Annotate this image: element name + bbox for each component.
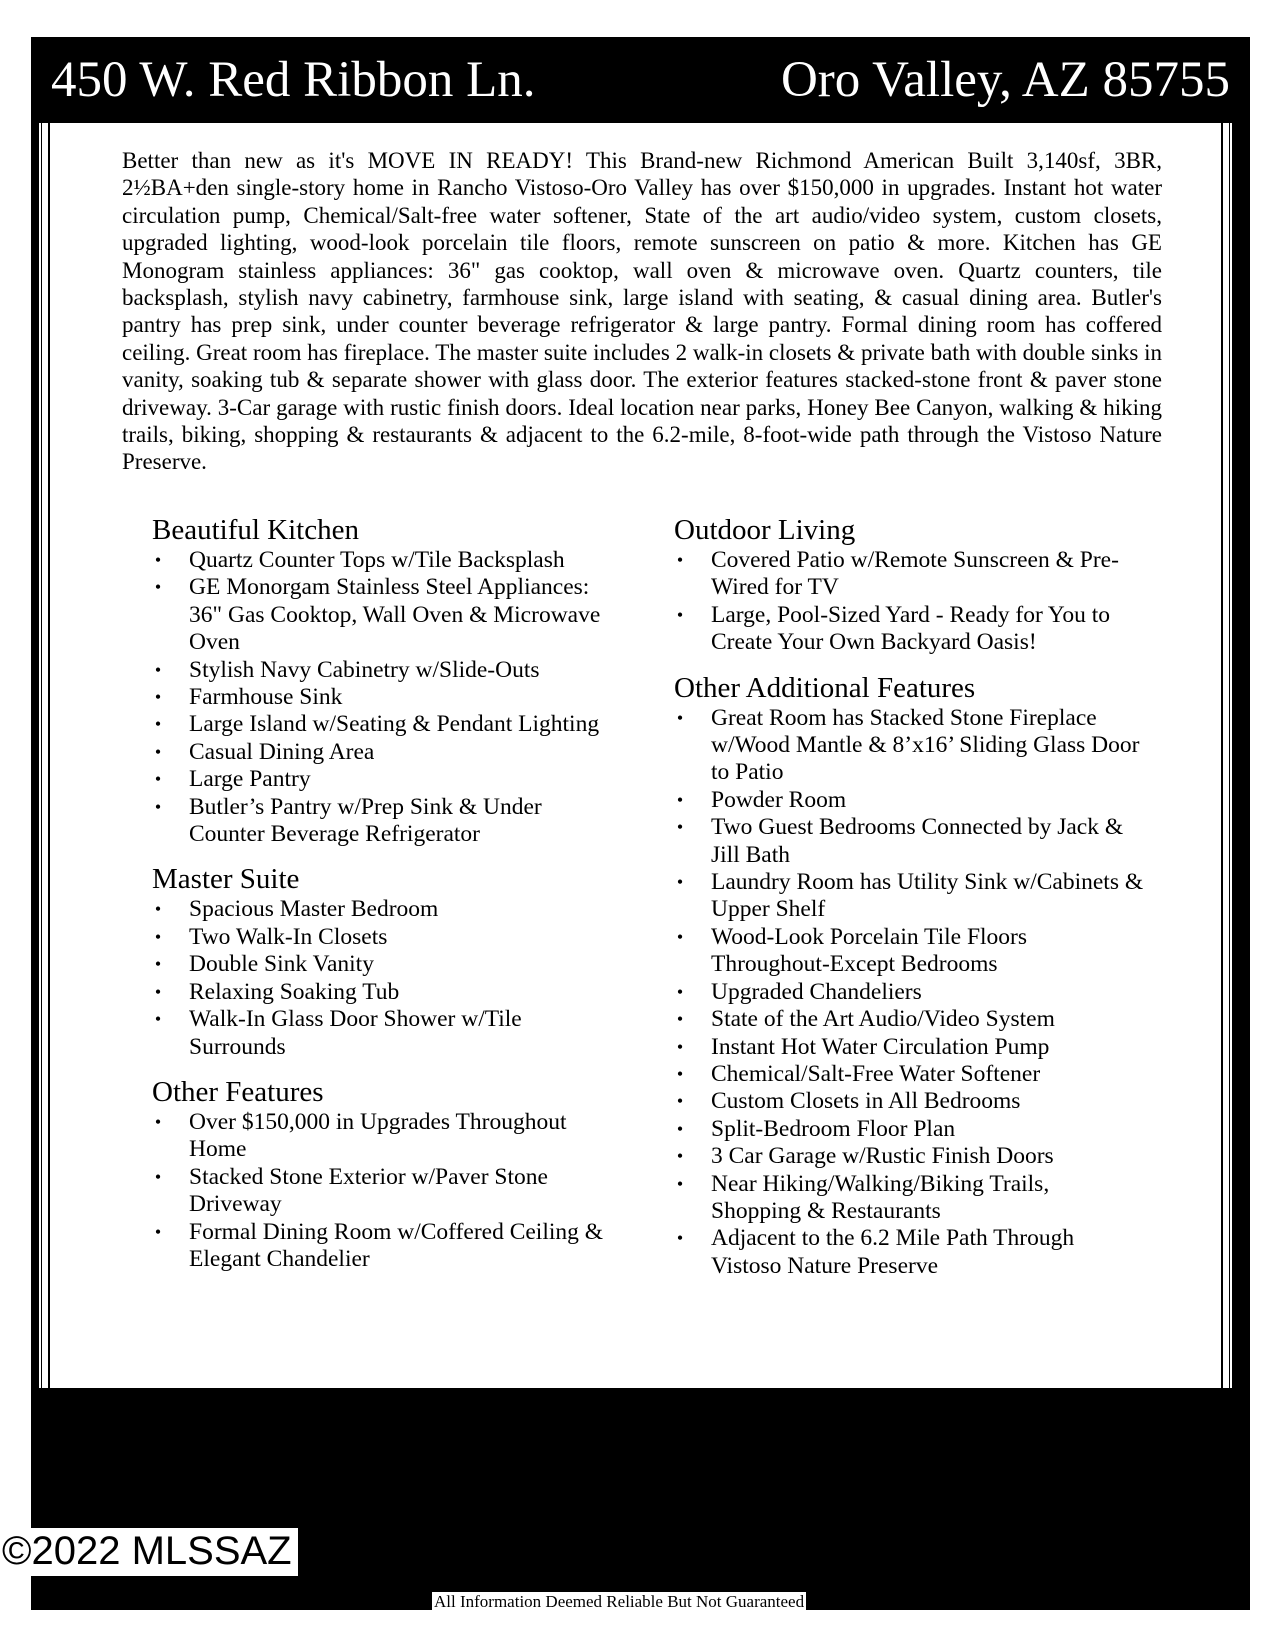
list-item-text: State of the Art Audio/Video System (711, 1006, 1055, 1033)
list-item-text: Adjacent to the 6.2 Mile Path Through Vistoso Nature Preserve (711, 1225, 1075, 1279)
section-title: Master Suite (152, 863, 300, 896)
list-item-text: Wood-Look Porcelain Tile Floors Throughout-Except Bedrooms (711, 923, 1028, 978)
list-item-text: Stacked Stone Exterior w/Paver Stone Driveway (189, 1163, 548, 1218)
list-item-text: Custom Closets in All Bedrooms (711, 1088, 1021, 1115)
list-item (674, 1225, 1144, 1280)
list-item (674, 1006, 1144, 1033)
list-item (152, 1109, 622, 1164)
property-city-state-zip: Oro Valley, AZ 85755 (780, 51, 1230, 108)
left-border-rule (48, 123, 50, 1388)
list-item-text: Casual Dining Area (189, 738, 375, 765)
list-item-text: Relaxing Soaking Tub (189, 978, 400, 1005)
bullet-icon: • (154, 1111, 162, 1132)
section-title: Outdoor Living (674, 514, 856, 546)
bullet-icon: • (154, 926, 162, 947)
bullet-icon: • (154, 577, 162, 598)
content-panel (38, 123, 1233, 1388)
feature-list (674, 547, 1144, 657)
bullet-icon: • (676, 1036, 684, 1057)
bullet-icon: • (154, 769, 162, 790)
right-feature-column (674, 513, 1144, 1294)
bullet-icon: • (676, 981, 684, 1002)
list-item-text: Farmhouse Sink (189, 684, 343, 711)
list-item (152, 711, 622, 738)
list-item-text: Stylish Navy Cabinetry w/Slide-Outs (189, 656, 540, 683)
feature-section (152, 1075, 622, 1273)
bullet-icon: • (676, 817, 684, 838)
bullet-icon: • (154, 714, 162, 735)
list-item (152, 657, 622, 684)
list-item-text: Upgraded Chandeliers (711, 978, 922, 1005)
bullet-icon: • (154, 1166, 162, 1187)
feature-section (674, 671, 1144, 1281)
bullet-icon: • (154, 954, 162, 975)
list-item (152, 1219, 622, 1274)
property-address: 450 W. Red Ribbon Ln. (51, 51, 536, 108)
list-item-text: Spacious Master Bedroom (189, 896, 439, 923)
property-description: Better than new as it's MOVE IN READY! This Brand-new Richmond American Built 3,140sf, 3BR, 2½BA+den single-story home in Rancho Vistoso-Oro Valley has over $150,000 in upgrades. Instant hot water circulation pump, Chemical/Salt-free water softener, State of the art audio/video system, custom closets, upgraded lighting, wood-look porcelain tile floors, remote sunscreen on patio & more. Kitchen has GE Monogram stainless appliances: 36" gas cooktop, wall oven & microwave oven. Quartz counters, tile backsplash, stylish navy cabinetry, farmhouse sink, large island with seating, & casual dining area. Butler's pantry has prep sink, under counter beverage refrigerator & large pantry. Formal dining room has coffered ceiling. Great room has fireplace. The master suite includes 2 walk-in closets & private bath with double sinks in vanity, soaking tub & separate shower with glass door. The exterior features stacked-stone front & paver stone driveway. 3-Car garage with rustic finish doors. Ideal location near parks, Honey Bee Canyon, walking & hiking trails, biking, shopping & restaurants & adjacent to the 6.2-mile, 8-foot-wide path through the Vistoso Nature Preserve. (122, 148, 1162, 475)
bullet-icon: • (154, 1009, 162, 1030)
bullet-icon: • (154, 659, 162, 680)
right-border-rule (1221, 123, 1223, 1388)
list-item (152, 739, 622, 766)
list-item-text: Two Walk-In Closets (189, 923, 388, 950)
bullet-icon: • (676, 707, 684, 728)
feature-section (152, 862, 622, 1060)
list-item-text: Over $150,000 in Upgrades Throughout Home (189, 1108, 567, 1163)
list-item-text: Walk-In Glass Door Shower w/Tile Surrounds (189, 1006, 522, 1060)
list-item (152, 951, 622, 978)
list-item (674, 1171, 1144, 1226)
section-title: Other Additional Features (674, 671, 976, 704)
bullet-icon: • (154, 741, 162, 762)
list-item (152, 684, 622, 711)
bullet-icon: • (154, 1221, 162, 1242)
bullet-icon: • (154, 796, 162, 817)
list-item (152, 1006, 622, 1061)
list-item-text: Covered Patio w/Remote Sunscreen & Pre-Wired for TV (711, 547, 1119, 601)
list-item (674, 924, 1144, 979)
list-item (152, 794, 622, 849)
bullet-icon: • (676, 1173, 684, 1194)
feature-list (152, 547, 622, 848)
copyright-watermark: ©2022 MLSSAZ (0, 1528, 298, 1576)
list-item (674, 787, 1144, 814)
bullet-icon: • (676, 926, 684, 947)
list-item (674, 547, 1144, 602)
bullet-icon: • (676, 550, 684, 570)
list-item (674, 1116, 1144, 1143)
list-item-text: Large Pantry (189, 766, 311, 793)
list-item-text: 3 Car Garage w/Rustic Finish Doors (711, 1143, 1054, 1170)
list-item (152, 574, 622, 656)
left-feature-column (152, 513, 622, 1287)
bullet-icon: • (676, 604, 684, 625)
section-title: Other Features (152, 1075, 324, 1108)
bullet-icon: • (676, 789, 684, 810)
list-item-text: Split-Bedroom Floor Plan (711, 1115, 956, 1142)
bullet-icon: • (154, 687, 162, 708)
bullet-icon: • (154, 550, 162, 570)
list-item-text: Laundry Room has Utility Sink w/Cabinets & Upper Shelf (711, 869, 1144, 923)
list-item-text: Near Hiking/Walking/Biking Trails, Shopping & Restaurants (711, 1170, 1050, 1224)
bullet-icon: • (676, 1228, 684, 1249)
list-item (674, 1034, 1144, 1061)
list-item (152, 766, 622, 793)
list-item (674, 1061, 1144, 1088)
list-item-text: Instant Hot Water Circulation Pump (711, 1033, 1050, 1060)
list-item (152, 1164, 622, 1219)
list-item-text: Two Guest Bedrooms Connected by Jack & Jill Bath (711, 814, 1124, 868)
feature-section (152, 513, 622, 848)
bullet-icon: • (676, 872, 684, 893)
list-item (674, 1143, 1144, 1170)
list-item (674, 1088, 1144, 1115)
list-item (674, 705, 1144, 787)
list-item (674, 979, 1144, 1006)
list-item-text: Double Sink Vanity (189, 951, 374, 978)
list-item-text: Butler’s Pantry w/Prep Sink & Under Counter Beverage Refrigerator (189, 793, 542, 848)
list-item (152, 547, 622, 574)
list-item-text: GE Monorgam Stainless Steel Appliances: 36" Gas Cooktop, Wall Oven & Microwave Oven (189, 574, 601, 656)
list-item-text: Great Room has Stacked Stone Fireplace w/Wood Mantle & 8’x16’ Sliding Glass Door to Patio (711, 704, 1140, 786)
feature-list (674, 705, 1144, 1281)
feature-section (674, 513, 1144, 657)
list-item-text: Large, Pool-Sized Yard - Ready for You to Create Your Own Backyard Oasis! (711, 601, 1111, 656)
bullet-icon: • (676, 1009, 684, 1030)
bullet-icon: • (676, 1091, 684, 1112)
list-item (674, 814, 1144, 869)
section-title: Beautiful Kitchen (152, 514, 359, 546)
bullet-icon: • (676, 1118, 684, 1139)
list-item (674, 869, 1144, 924)
header-bar (31, 37, 1250, 123)
feature-list (152, 1109, 622, 1273)
list-item-text: Powder Room (711, 786, 847, 813)
bullet-icon: • (676, 1146, 684, 1167)
list-item-text: Formal Dining Room w/Coffered Ceiling & Elegant Chandelier (189, 1218, 604, 1272)
list-item (152, 979, 622, 1006)
list-item-text: Large Island w/Seating & Pendant Lighting (189, 711, 600, 738)
list-item (152, 896, 622, 923)
disclaimer-text: All Information Deemed Reliable But Not Guaranteed (434, 1592, 805, 1611)
list-item-text: Quartz Counter Tops w/Tile Backsplash (189, 547, 565, 573)
list-item-text: Chemical/Salt-Free Water Softener (711, 1060, 1041, 1087)
bullet-icon: • (154, 981, 162, 1002)
feature-list (152, 896, 622, 1060)
list-item (674, 602, 1144, 657)
list-item (152, 924, 622, 951)
bullet-icon: • (154, 899, 162, 920)
bullet-icon: • (676, 1063, 684, 1084)
